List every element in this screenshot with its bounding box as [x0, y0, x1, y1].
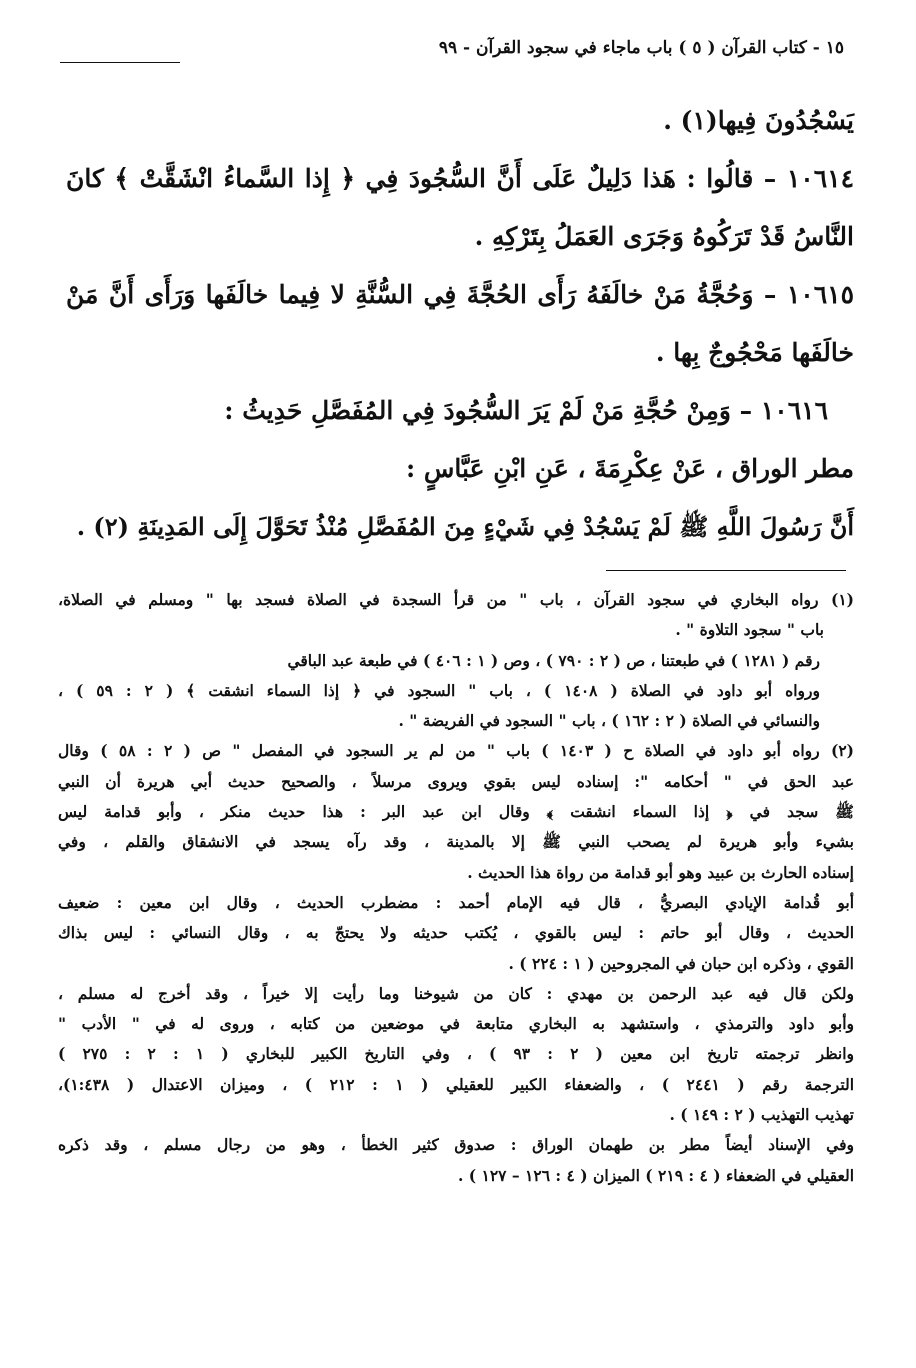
- footnotes: [58, 585, 854, 1191]
- footnote-line: باب " سجود التلاوة " .: [675, 620, 824, 640]
- footnote-line: إسناده الحارث بن عبيد وهو أبو قدامة من رواة هذا الحديث .: [467, 862, 854, 882]
- footnote-line: والنسائي في الصلاة ( ٢ : ١٦٢ ) ، باب " السجود في الفريضة " .: [398, 711, 820, 731]
- footnote-line: ورواه أبو داود في الصلاة ( ١٤٠٨ ) ، باب " السجود في ﴿ إذا السماء انشقت ﴾ ( ٢ : ٥٩ ) ،: [58, 680, 820, 700]
- main-line: ١٠٦١٤ – قالُوا : هَذا دَلِيلٌ عَلَى أَنَّ السُّجُودَ فِي ﴿ إِذا السَّماءُ انْشَقَّتْ ﴾ كانَ: [66, 164, 854, 193]
- footnote-line: وفي الإسناد أيضاً مطر بن طهمان الوراق : صدوق كثير الخطأ ، وهو من رجال مسلم ، وقد ذكره: [58, 1135, 854, 1155]
- header-title: ١٥ - كتاب القرآن ( ٥ ) باب ماجاء في سجود القرآن - ٩٩: [438, 38, 844, 58]
- footnote-line: وأبو داود والترمذي ، واستشهد به البخاري متابعة في موضعين من كتابه ، وروى له في " الأدب ": [58, 1014, 854, 1034]
- footnote-line: بشيء وأبو هريرة لم يصحب النبي ﷺ إلا بالمدينة ، وقد رآه يسجد في الانشقاق والقلم ، وفي: [58, 832, 854, 852]
- footnote-line: ولكن قال فيه عبد الرحمن بن مهدي : كان من شيوخنا وما رأيت إلا خيراً ، وقد أخرج له مسلم ،: [58, 983, 854, 1003]
- footnote-line: تهذيب التهذيب ( ٢ : ١٤٩ ) .: [669, 1105, 854, 1125]
- main-line: يَسْجُدُونَ فِيها(١) .: [663, 106, 854, 135]
- footnote-separator: [606, 570, 846, 571]
- footnote-line: رقم ( ١٢٨١ ) في طبعتنا ، ص ( ٢ : ٧٩٠ ) ، وص ( ١ : ٤٠٦ ) في طبعة عبد الباقي: [287, 650, 820, 670]
- main-line: مطر الوراق ، عَنْ عِكْرِمَةَ ، عَنِ ابْنِ عَبَّاسٍ :: [405, 454, 854, 483]
- footnote-line: الحديث ، وقال أبو حاتم : ليس بالقوي ، يُكتب حديثه ولا يحتجّ به ، وقال النسائي : ليس بذاك: [58, 923, 854, 943]
- header-rule: [60, 62, 180, 63]
- footnote-line: العقيلي في الضعفاء ( ٤ : ٢١٩ ) الميزان ( ٤ : ١٢٦ – ١٢٧ ) .: [457, 1165, 854, 1185]
- main-line: أَنَّ رَسُولَ اللَّهِ ﷺ لَمْ يَسْجُدْ فِي شَيْءٍ مِنَ المُفَصَّلِ مُنْذُ تَحَوَّلَ إِلَى المَدِينَةِ (٢) .: [76, 512, 854, 541]
- footnote-line: (١) رواه البخاري في سجود القرآن ، باب " من قرأ السجدة في الصلاة فسجد بها " ومسلم في الصلاة،: [58, 590, 854, 609]
- footnote-line: القوي ، وذكره ابن حبان في المجروحين ( ١ : ٢٢٤ ) .: [508, 953, 854, 973]
- footnote-line: الترجمة رقم ( ٢٤٤١ ) ، والضعفاء الكبير للعقيلي ( ١ : ٢١٢ ) ، وميزان الاعتدال ( ١:٤٣٨)،: [58, 1074, 855, 1094]
- footnote-line: ﷺ سجد في ﴿ إذا السماء انشقت ﴾ وقال ابن عبد البر : هذا حديث منكر ، وأبو قدامة ليس: [58, 802, 854, 822]
- main-line: ١٠٦١٦ – وَمِنْ حُجَّةِ مَنْ لَمْ يَرَ السُّجُودَ فِي المُفَصَّلِ حَدِيثُ :: [224, 396, 828, 425]
- footnote-line: أبو قُدامة الإيادي البصريُّ ، قال فيه الإمام أحمد : مضطرب الحديث ، وقال ابن معين : ضعيف: [58, 892, 854, 912]
- main-line: ١٠٦١٥ – وَحُجَّةُ مَنْ خالَفَهُ رَأَى الحُجَّةَ فِي السُّنَّةِ لا فِيما خالَفَها وَرَأَى أَنَّ مَنْ: [66, 280, 854, 309]
- running-header: [60, 30, 844, 70]
- footnote-line: (٢) رواه أبو داود في الصلاة ح ( ١٤٠٣ ) باب " من لم ير السجود في المفصل " ص ( ٢ : ٥٨ ) وقال: [58, 741, 854, 761]
- footnote-line: عبد الحق في " أحكامه ": إسناده ليس بقوي ويروى مرسلاً ، والصحيح حديث أبي هريرة أن النبي: [58, 771, 854, 791]
- main-text: [66, 92, 854, 556]
- main-line: النَّاسُ قَدْ تَرَكُوهُ وَجَرَى العَمَلُ بِتَرْكِهِ .: [474, 222, 854, 251]
- footnote-line: وانظر ترجمته تاريخ ابن معين ( ٢ : ٩٣ ) ، وفي التاريخ الكبير للبخاري ( ١ : ٢ : ٢٧٥ ): [58, 1044, 855, 1064]
- main-line: خالَفَها مَحْجُوجٌ بِها .: [655, 338, 854, 367]
